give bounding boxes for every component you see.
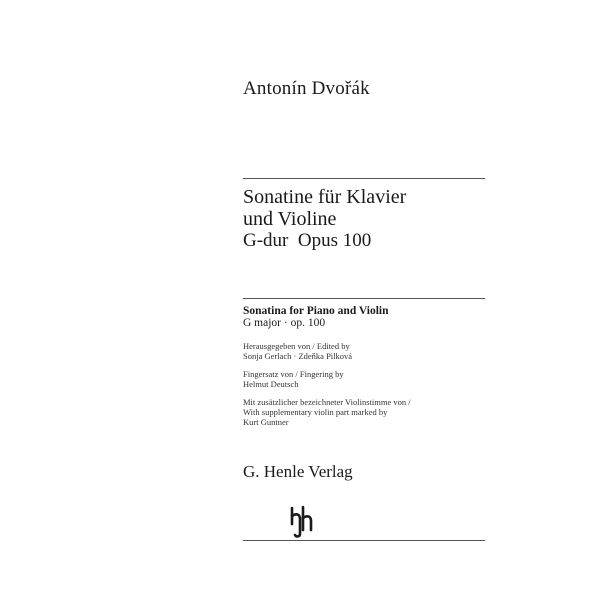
title-block bbox=[243, 186, 406, 252]
divider-top bbox=[243, 178, 485, 179]
violin-name: Kurt Guntner bbox=[243, 417, 289, 427]
credits-fingering bbox=[243, 369, 344, 389]
edited-label: Herausgegeben von / Edited by bbox=[243, 341, 350, 351]
fingering-label: Fingersatz von / Fingering by bbox=[243, 369, 344, 379]
publisher-name: G. Henle Verlag bbox=[243, 462, 353, 481]
henle-monogram-icon bbox=[286, 504, 314, 538]
title-key-opus: G-dur Opus 100 bbox=[243, 230, 372, 251]
title-line-2: und Violine bbox=[243, 208, 337, 230]
english-title-block bbox=[243, 305, 389, 329]
divider-bottom bbox=[243, 540, 485, 541]
title-line-1: Sonatine für Klavier bbox=[243, 186, 407, 208]
edited-names: Sonja Gerlach · Zdeňka Pilková bbox=[243, 351, 353, 361]
english-title: Sonatina for Piano and Violin bbox=[243, 305, 389, 317]
violin-label-1: Mit zusätzlicher bezeichneter Violinstimme von / bbox=[243, 397, 411, 407]
credits-edited bbox=[243, 341, 352, 361]
violin-label-2: With supplementary violin part marked by bbox=[243, 407, 388, 417]
divider-middle bbox=[243, 298, 485, 299]
credits-violin bbox=[243, 397, 411, 427]
english-subtitle: G major · op. 100 bbox=[243, 317, 326, 329]
fingering-name: Helmut Deutsch bbox=[243, 379, 299, 389]
composer-name: Antonín Dvořák bbox=[243, 78, 370, 99]
